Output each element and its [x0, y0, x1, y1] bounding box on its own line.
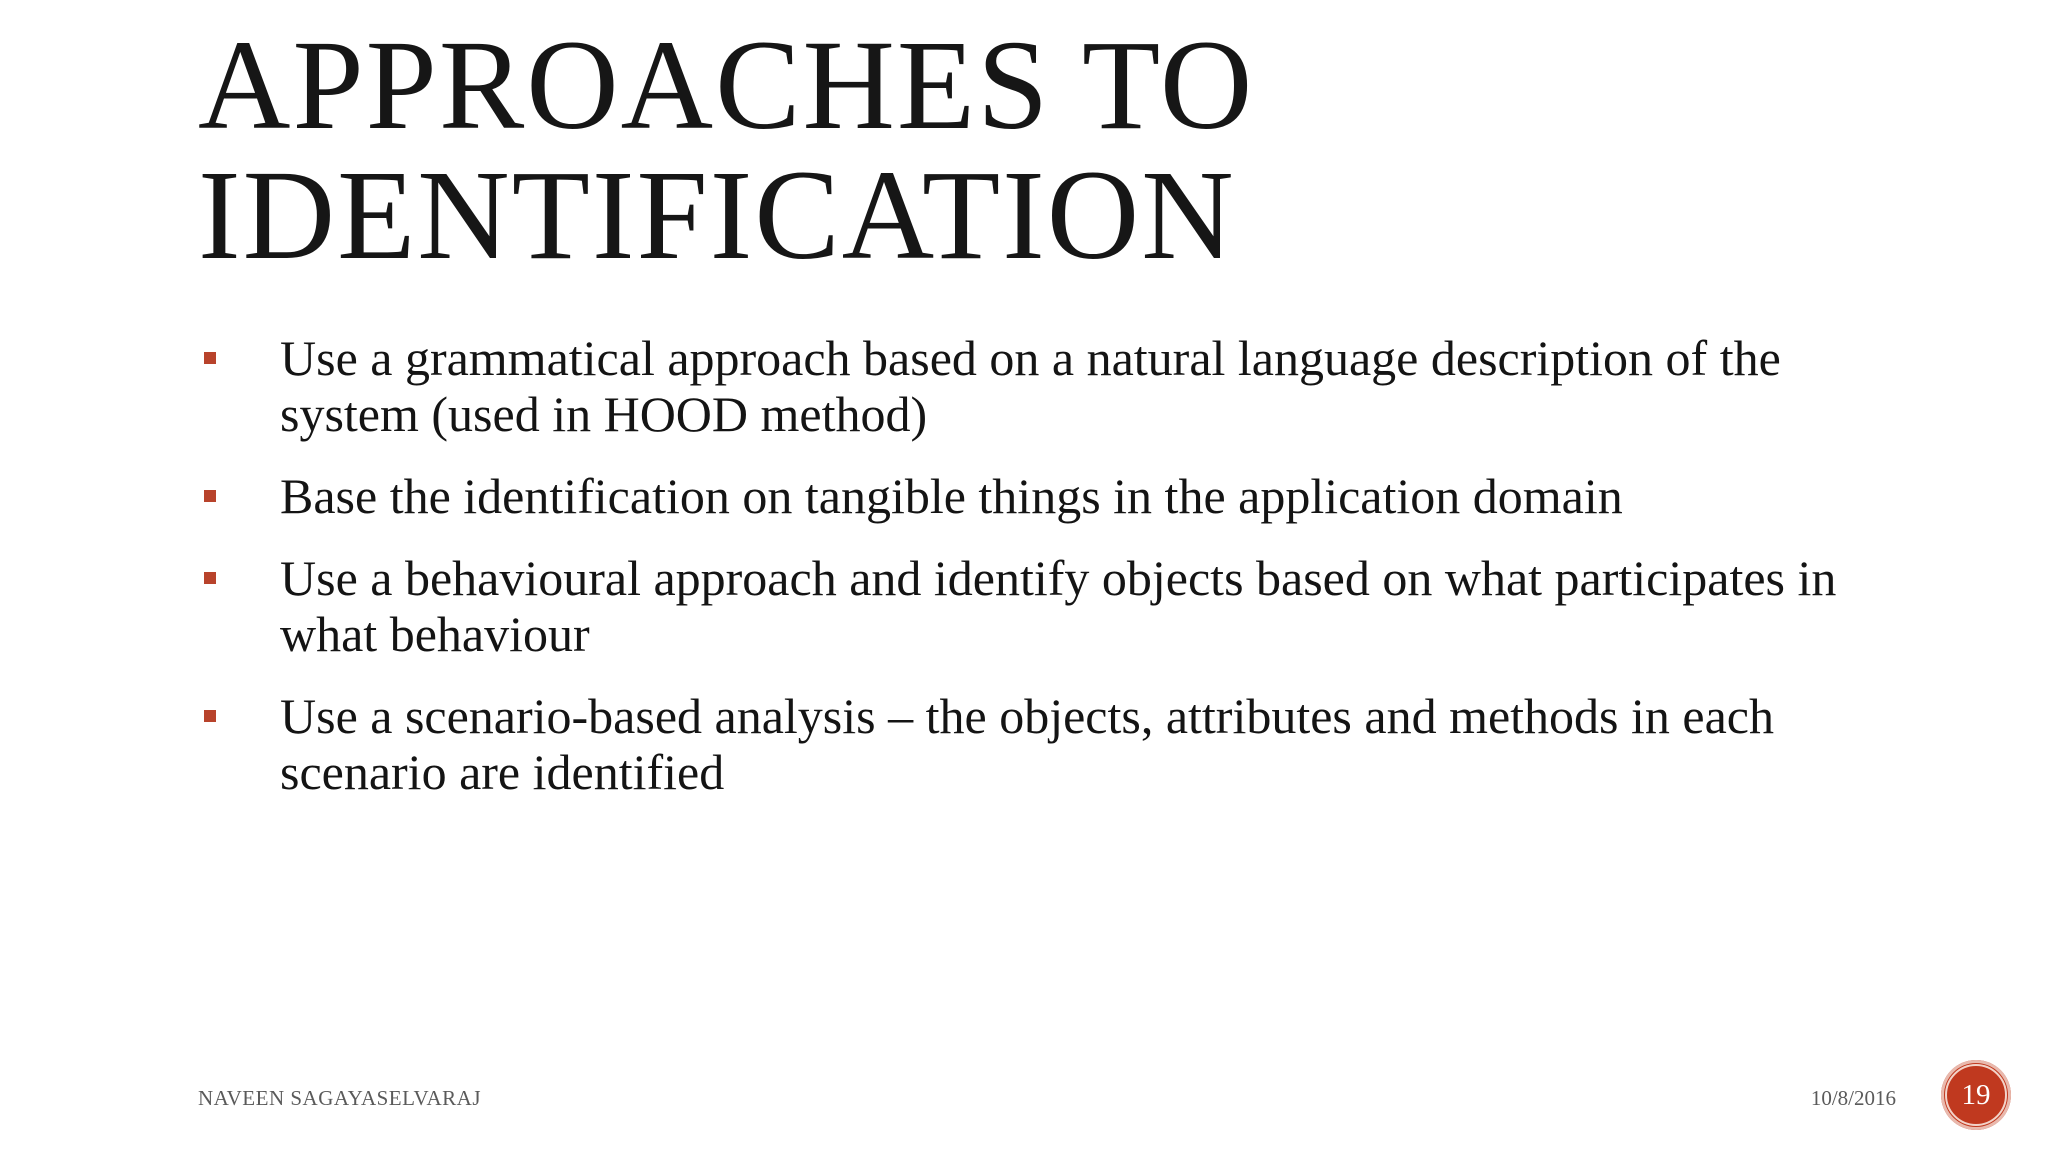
bullet-list [198, 330, 1838, 826]
square-bullet-icon [204, 710, 216, 722]
slide-title-line-2: IDENTIFICATION [198, 144, 1236, 286]
square-bullet-icon [204, 490, 216, 502]
slide-title [198, 14, 1598, 286]
bullet-text: Use a scenario-based analysis – the objects, attributes and methods in each scenario are identified [280, 688, 1774, 800]
bullet-item [198, 330, 1838, 442]
footer-date: 10/8/2016 [1810, 1086, 1896, 1110]
bullet-text: Use a behavioural approach and identify objects based on what participates in what behaviour [280, 550, 1837, 662]
bullet-text: Use a grammatical approach based on a natural language description of the system (used in HOOD method) [280, 330, 1781, 442]
bullet-item [198, 550, 1838, 662]
bullet-text: Base the identification on tangible things in the application domain [280, 468, 1623, 524]
bullet-item [198, 468, 1838, 524]
square-bullet-icon [204, 572, 216, 584]
footer-author: NAVEEN SAGAYASELVARAJ [198, 1086, 481, 1110]
slide-title-line-1: APPROACHES TO [198, 14, 1255, 156]
square-bullet-icon [204, 352, 216, 364]
page-number-badge [1941, 1060, 2011, 1130]
page-number: 19 [1945, 1064, 2007, 1126]
bullet-item [198, 688, 1838, 800]
